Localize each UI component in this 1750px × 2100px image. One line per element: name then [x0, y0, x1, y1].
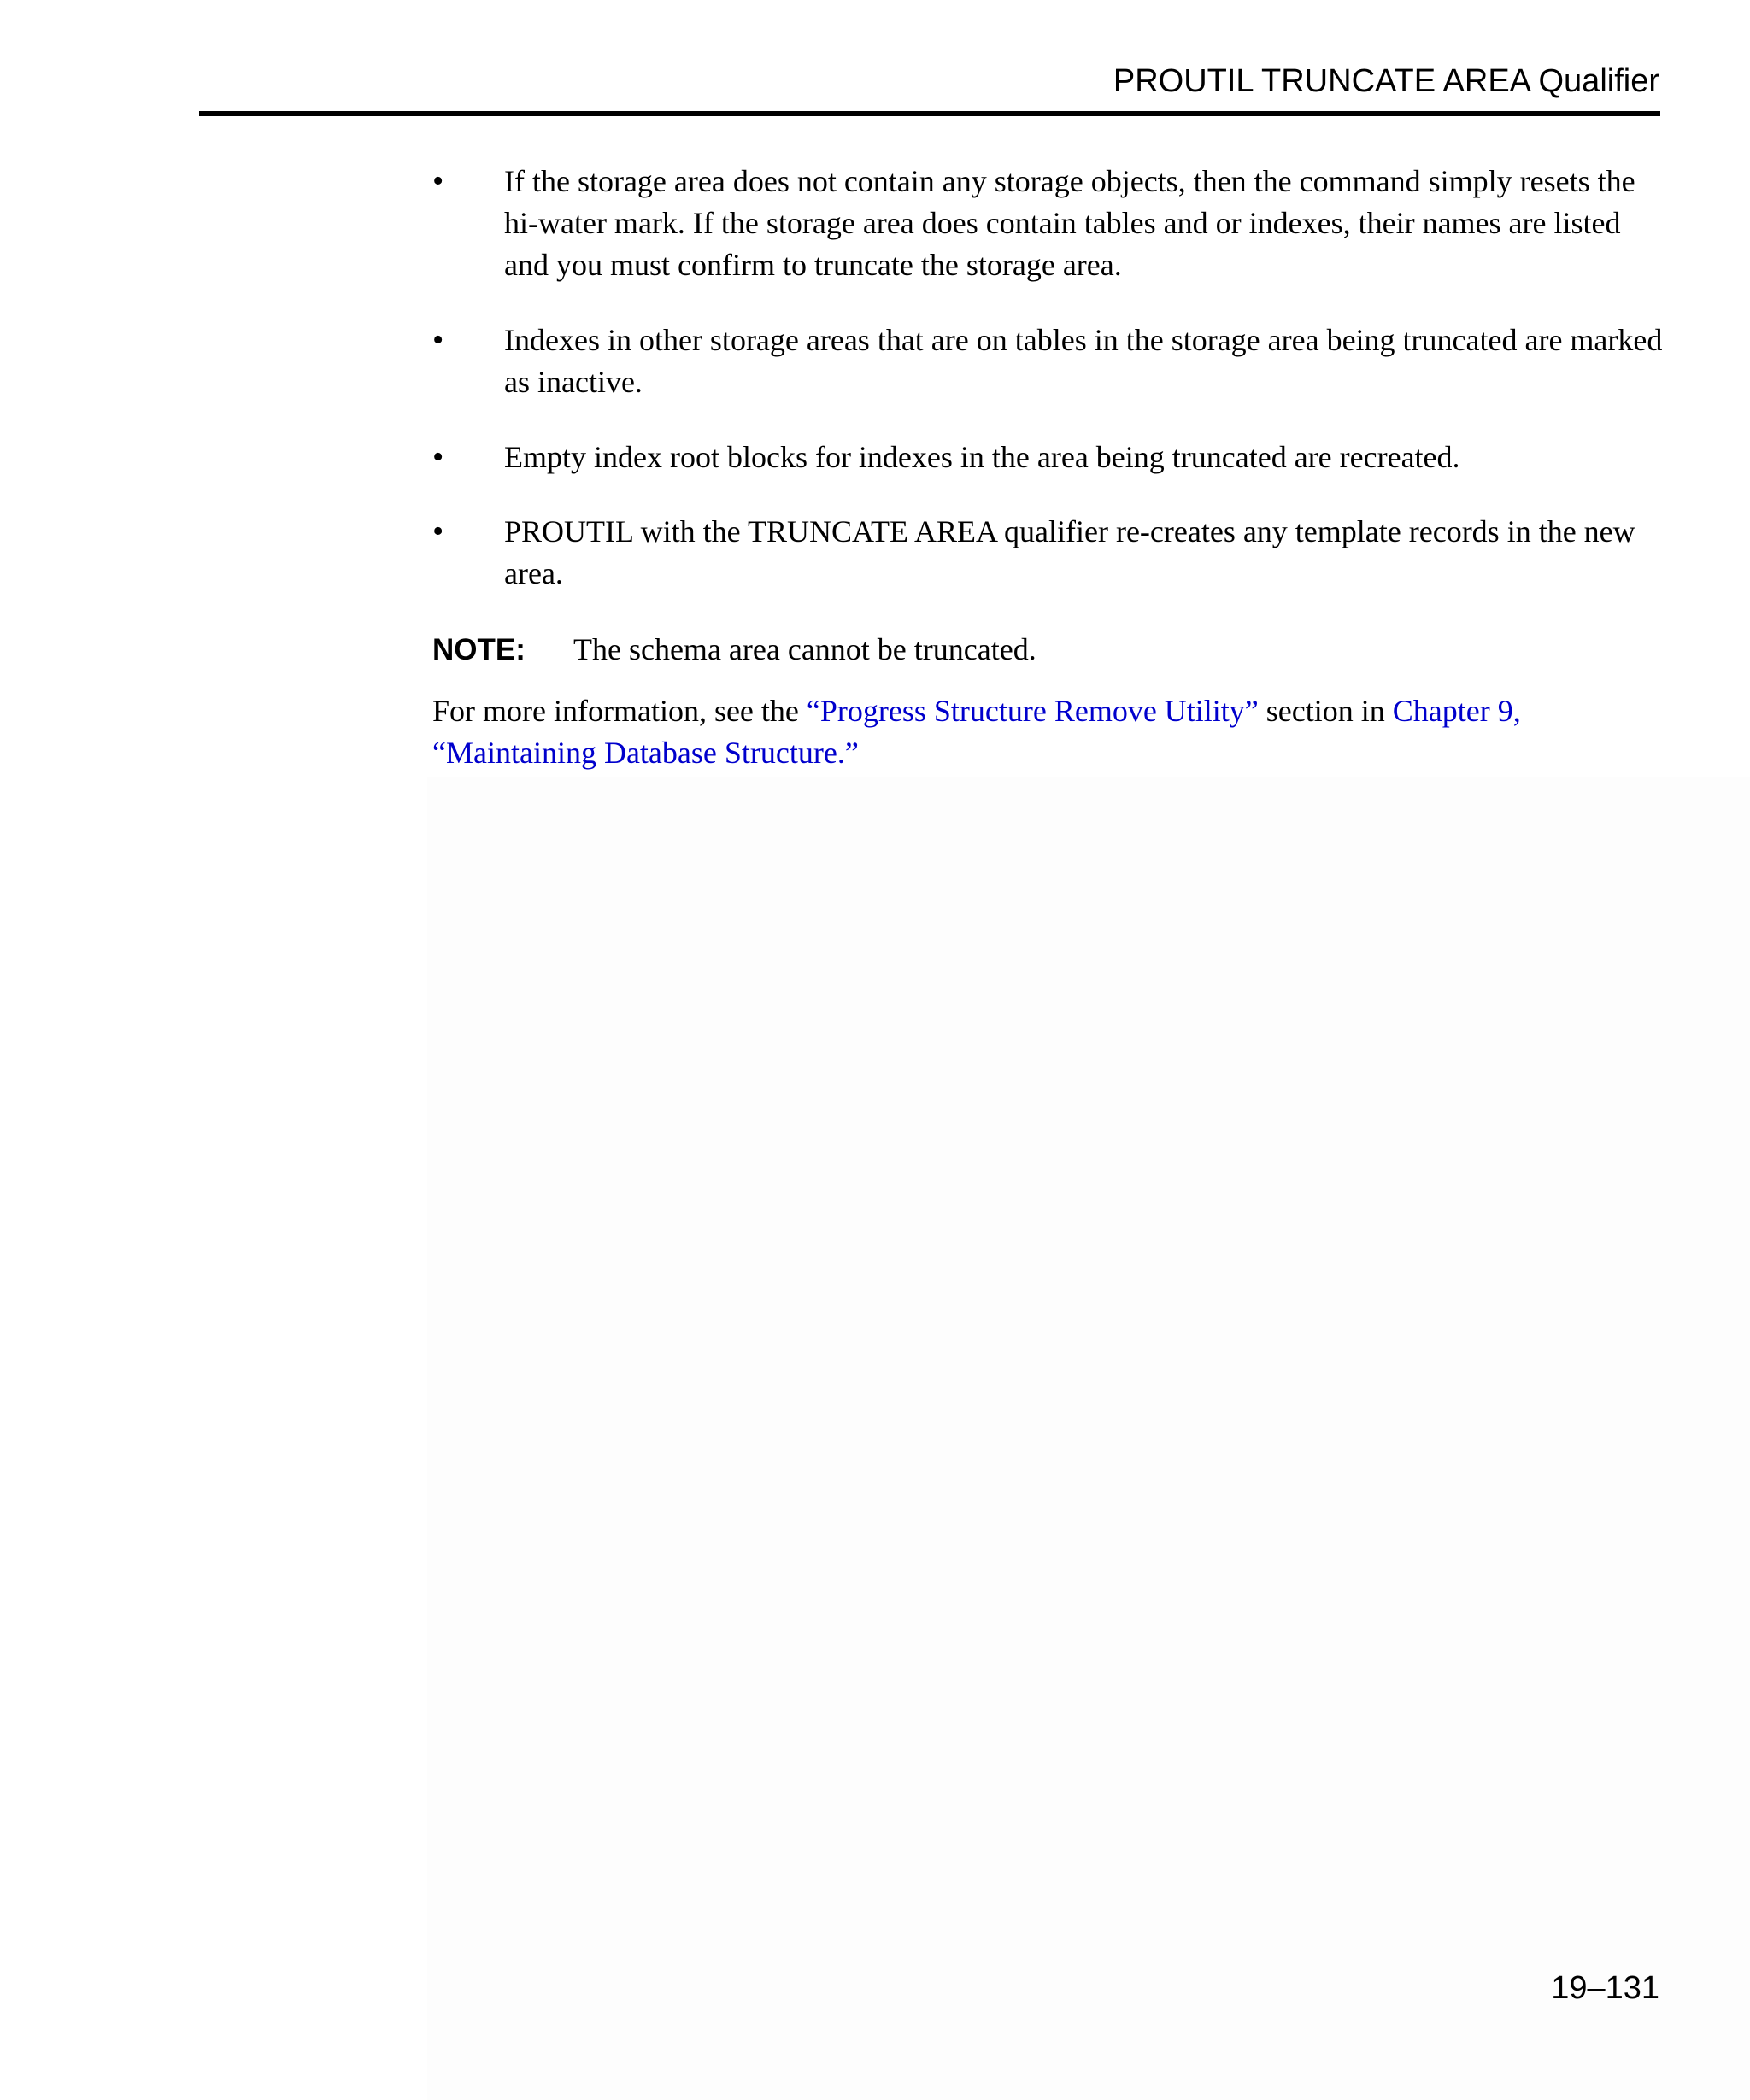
more-info-prefix: For more information, see the [432, 694, 807, 728]
bullet-icon: • [432, 322, 444, 358]
header-rule [199, 111, 1660, 116]
note-label: NOTE: [432, 633, 526, 666]
page-background [427, 777, 1750, 2100]
chapter-9-link[interactable]: Chapter 9, “Maintaining Database Structure.” [432, 694, 1521, 770]
bullet-text: If the storage area does not contain any storage objects, then the command simply resets the hi-water mark. If the storage area does contain tables and or indexes, their names are listed and you must confirm to truncate the storage area. [504, 164, 1635, 282]
bullet-text: Indexes in other storage areas that are on tables in the storage area being truncated are marked as inactive. [504, 323, 1663, 399]
running-header-title: PROUTIL TRUNCATE AREA Qualifier [1113, 63, 1659, 99]
more-info-middle: section in [1258, 694, 1393, 728]
page-number: 19–131 [1551, 1970, 1659, 2006]
more-info-paragraph [432, 690, 1663, 774]
bullet-icon: • [432, 163, 444, 199]
bullet-text: PROUTIL with the TRUNCATE AREA qualifier re-creates any template records in the new area. [504, 514, 1635, 590]
note-text: The schema area cannot be truncated. [573, 632, 1036, 666]
bullet-icon: • [432, 439, 444, 475]
bullet-text: Empty index root blocks for indexes in the area being truncated are recreated. [504, 440, 1460, 474]
bullet-icon: • [432, 513, 444, 549]
structure-remove-utility-link[interactable]: “Progress Structure Remove Utility” [806, 694, 1259, 728]
